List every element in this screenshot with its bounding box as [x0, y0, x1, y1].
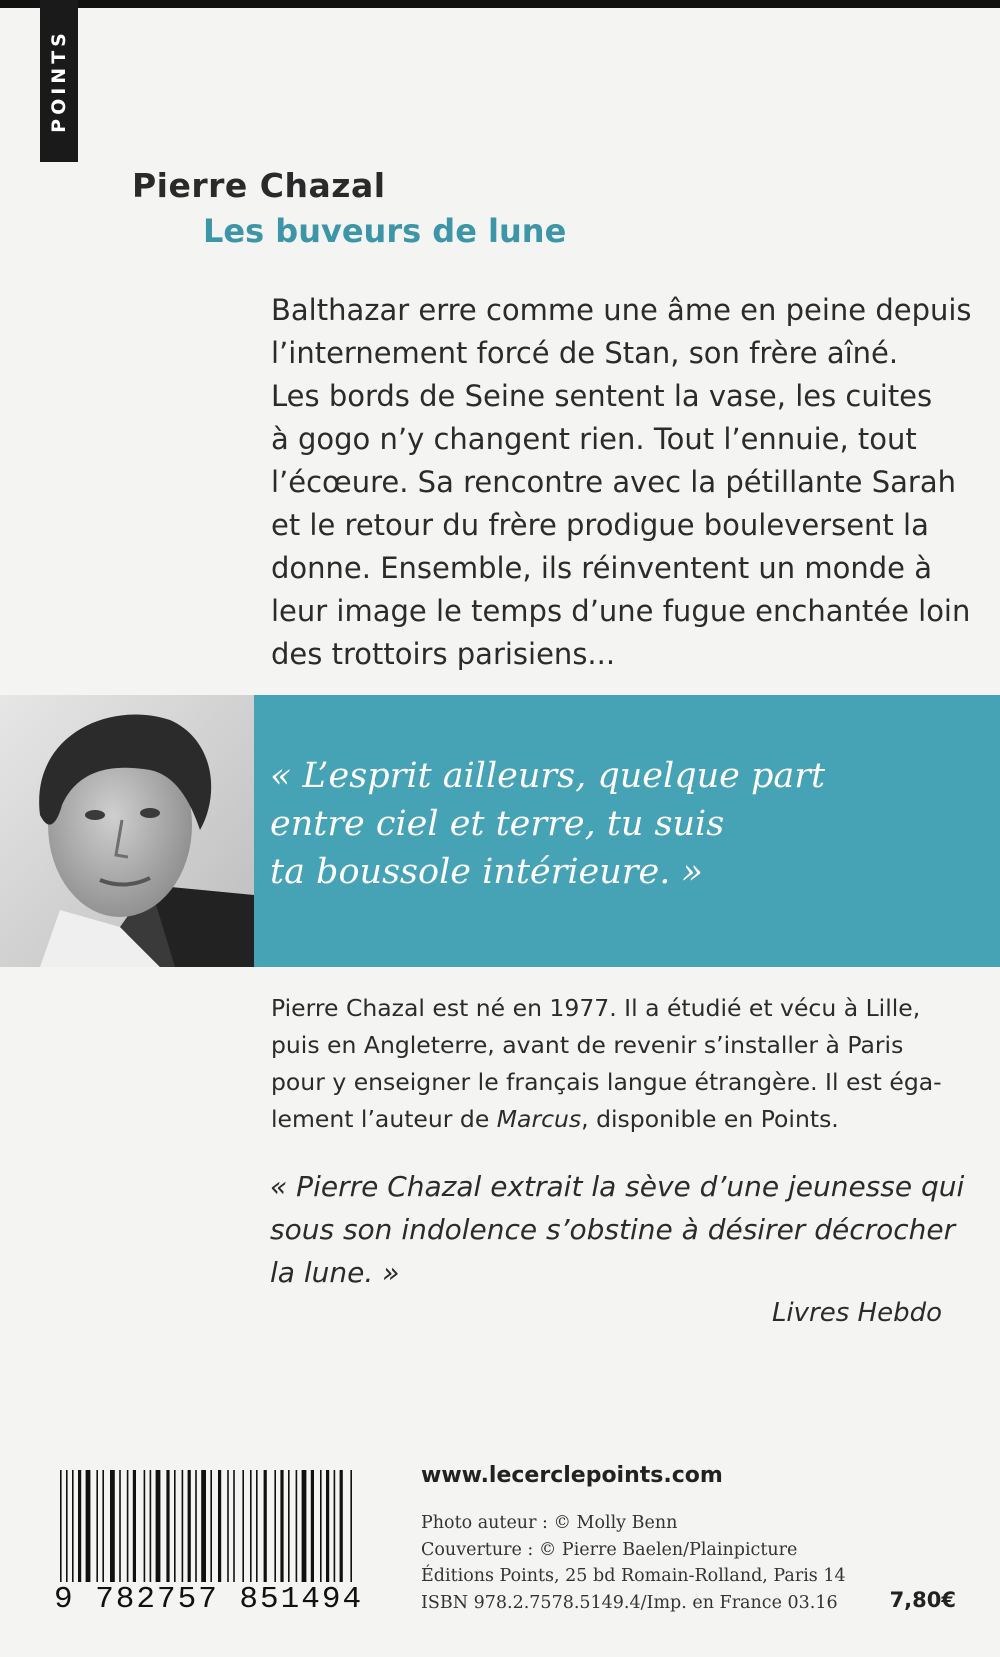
author-portrait-image: [0, 695, 254, 967]
credit-line: Éditions Points, 25 bd Romain-Rolland, Paris 14: [421, 1566, 846, 1586]
summary-line: l’écœure. Sa rencontre avec la pétillante Sarah: [271, 465, 956, 499]
barcode-bar: [174, 1470, 176, 1582]
review-source: Livres Hebdo: [771, 1298, 942, 1328]
credit-line: ISBN 978.2.7578.5149.4/Imp. en France 03.16: [421, 1592, 838, 1613]
barcode-bar: [218, 1470, 221, 1582]
barcode-bar: [280, 1470, 283, 1582]
bio-line-suffix: , disponible en Points.: [581, 1105, 839, 1133]
summary-text: [271, 289, 972, 676]
barcode-bar: [144, 1470, 146, 1582]
summary-line: l’internement forcé de Stan, son frère aîné.: [271, 336, 899, 370]
barcode-bar: [72, 1470, 74, 1582]
points-logo-text: POINTS: [48, 29, 71, 133]
review-line: la lune. »: [270, 1256, 400, 1289]
barcode-bar: [102, 1470, 104, 1582]
book-title: Les buveurs de lune: [203, 212, 567, 250]
credits: [421, 1510, 846, 1616]
summary-line: Balthazar erre comme une âme en peine depuis: [271, 293, 972, 327]
barcode-bar: [320, 1470, 322, 1582]
barcode-bar: [256, 1470, 258, 1582]
barcode-bar: [242, 1470, 244, 1582]
barcode-bar: [195, 1470, 197, 1582]
price: 7,80€: [889, 1588, 956, 1612]
top-edge: [0, 0, 1000, 8]
barcode-bar: [288, 1470, 290, 1582]
barcode-bar: [227, 1470, 229, 1582]
review-line: « Pierre Chazal extrait la sève d’une jeunesse qui: [270, 1170, 965, 1203]
pull-quote-line: ta boussole intérieure. »: [270, 852, 703, 892]
barcode-bar: [166, 1470, 169, 1582]
pull-quote-line: « L’esprit ailleurs, quelque part: [270, 756, 826, 796]
pull-quote-line: entre ciel et terre, tu suis: [270, 804, 725, 844]
review-line: sous son indolence s’obstine à désirer décrocher: [270, 1213, 956, 1246]
author-photo: [0, 695, 254, 967]
bio-line: [271, 1101, 951, 1138]
summary-line: donne. Ensemble, ils réinventent un monde à: [271, 551, 932, 585]
summary-line: leur image le temps d’une fugue enchantée loin: [271, 594, 971, 628]
barcode-bar: [110, 1470, 115, 1582]
barcode-bar: [127, 1470, 129, 1582]
barcode-bar: [311, 1470, 314, 1582]
credit-line: Photo auteur : © Molly Benn: [421, 1513, 678, 1533]
credit-line: Couverture : © Pierre Baelen/Plainpicture: [421, 1539, 798, 1560]
barcode-bar: [156, 1470, 161, 1582]
author-bio: [271, 990, 951, 1138]
barcode-number: 9 782757 851494: [54, 1582, 394, 1617]
bio-line: Pierre Chazal est né en 1977. Il a étudié et vécu à Lille,: [271, 994, 921, 1022]
barcode-bar: [133, 1470, 136, 1582]
barcode-bar: [96, 1470, 98, 1582]
barcode-bar: [188, 1470, 191, 1582]
barcode-bar: [119, 1470, 121, 1582]
barcode-bar: [78, 1470, 81, 1582]
summary-line: Les bords de Seine sentent la vase, les cuites: [271, 379, 933, 413]
barcode-bar: [274, 1470, 276, 1582]
barcode-bar: [296, 1470, 298, 1582]
barcode-bar: [334, 1470, 336, 1582]
author-name: Pierre Chazal: [132, 166, 386, 205]
barcode-bar: [264, 1470, 267, 1582]
points-logo: [40, 0, 78, 162]
press-review: [270, 1165, 970, 1294]
bio-line-prefix: lement l’auteur de: [271, 1105, 497, 1133]
barcode-bar: [302, 1470, 307, 1582]
barcode-bar: [326, 1470, 329, 1582]
barcode-bar: [150, 1470, 152, 1582]
bio-book-title: Marcus: [496, 1105, 582, 1133]
bio-line: pour y enseigner le français langue étrangère. Il est éga-: [271, 1068, 942, 1096]
summary-line: des trottoirs parisiens...: [271, 637, 616, 671]
barcode-bar: [250, 1470, 252, 1582]
summary-line: à gogo n’y changent rien. Tout l’ennuie, tout: [271, 422, 917, 456]
pull-quote: [270, 752, 970, 896]
publisher-website: www.lecerclepoints.com: [421, 1463, 723, 1488]
barcode-bar: [86, 1470, 91, 1582]
barcode-bar: [182, 1470, 184, 1582]
barcode-bar: [233, 1470, 235, 1582]
bio-line: puis en Angleterre, avant de revenir s’installer à Paris: [271, 1031, 904, 1059]
summary-line: et le retour du frère prodigue bouleversent la: [271, 508, 929, 542]
